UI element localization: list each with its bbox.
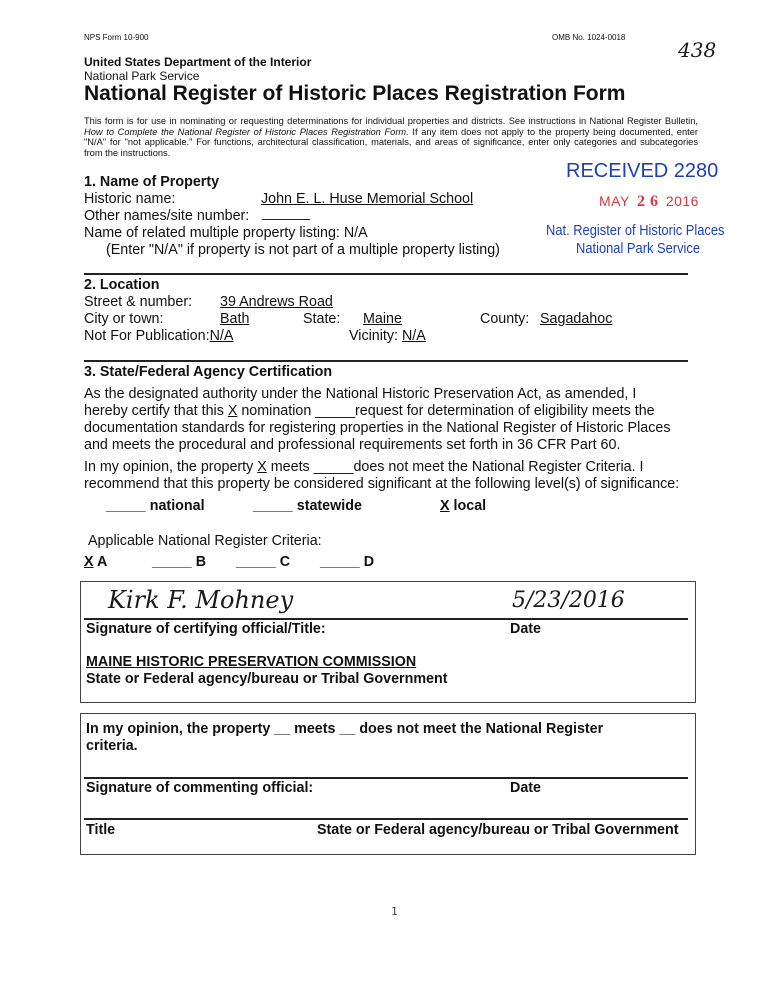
opinion-line-2: recommend that this property be considered significant at the following level(s) of significance: [84, 476, 680, 492]
level-local [440, 498, 486, 515]
certifying-agency-label: State or Federal agency/bureau or Tribal Government [86, 671, 448, 687]
comment-meets-blank: __ [274, 721, 291, 737]
date-label: Date [510, 621, 541, 637]
opinion-text: meets [266, 459, 314, 475]
criterion-c [236, 554, 290, 571]
level-label: national [149, 498, 205, 514]
comment-signature-label: Signature of commenting official: [86, 780, 314, 796]
state-value: Maine [363, 311, 402, 327]
criterion-b [152, 554, 206, 571]
criterion-label: A [97, 554, 108, 570]
criterion-label: C [279, 554, 291, 570]
handwritten-page-number: 438 [678, 38, 717, 62]
city-label: City or town: [84, 311, 164, 327]
instructions-paragraph [84, 116, 698, 158]
meets-mark: X [257, 459, 267, 475]
section-3-heading: 3. State/Federal Agency Certification [84, 364, 333, 380]
other-names-value: ______ [262, 205, 310, 221]
agency-name: National Park Service [84, 69, 200, 83]
instructions-text: This form is for use in nominating or requesting determinations for individual properties and districts. See instructions in National Register Bulletin, [84, 116, 698, 126]
instructions-text-2: If any item does not apply to the property being documented, enter "N/A" for "not applicable." For functions, architectural classification, materials, and areas of significance, enter only categories and subcategories from the instructions. [84, 126, 698, 158]
does-not-meet-blank: _____ [313, 459, 354, 475]
comment-opinion-text: In my opinion, the property [86, 721, 275, 737]
section-divider [84, 360, 688, 362]
form-number: NPS Form 10-900 [84, 33, 149, 42]
criterion-mark: _____ [152, 554, 192, 570]
other-names-label: Other names/site number: [84, 208, 250, 224]
stamp-nps-line: National Park Service [576, 240, 701, 257]
opinion-text: does not meet the National Register Criteria. I [353, 459, 644, 475]
county-value: Sagadahoc [540, 311, 613, 327]
vicinity-value: N/A [401, 328, 426, 344]
opinion-text: In my opinion, the property [84, 459, 258, 475]
criterion-mark: _____ [320, 554, 360, 570]
level-statewide [253, 498, 362, 515]
request-blank: _____ [315, 403, 356, 419]
level-label: statewide [296, 498, 362, 514]
received-stamp: RECEIVED 2280 [566, 160, 719, 182]
criterion-label: D [363, 554, 375, 570]
instructions-bulletin-title: How to Complete the National Register of Historic Places Registration Form. [84, 126, 409, 137]
comment-opinion-text: meets [290, 721, 340, 737]
cert-line-1: As the designated authority under the National Historic Preservation Act, as amended, I [84, 386, 637, 402]
nfp-value: N/A [209, 328, 234, 344]
multiple-listing-row [84, 225, 368, 242]
certification-date: 5/23/2016 [512, 588, 625, 613]
state-label: State: [303, 311, 341, 327]
nomination-mark: X [227, 403, 238, 419]
vicinity-label: Vicinity: [349, 328, 398, 344]
historic-name-value: John E. L. Huse Memorial School [261, 191, 474, 207]
page-title: National Register of Historic Places Registration Form [84, 82, 626, 105]
criterion-mark: _____ [236, 554, 276, 570]
multiple-listing-note: (Enter "N/A" if property is not part of a multiple property listing) [106, 242, 500, 258]
criterion-a [84, 554, 107, 571]
cert-text: nomination [237, 403, 316, 419]
comment-signature-line [84, 777, 688, 779]
department-name: United States Department of the Interior [84, 55, 312, 69]
multiple-listing-label: Name of related multiple property listing: [84, 225, 340, 241]
stamp-year: 2016 [665, 193, 699, 209]
level-national [106, 498, 205, 515]
street-label: Street & number: [84, 294, 193, 310]
level-label: local [453, 498, 487, 514]
stamp-day: 2 6 [636, 193, 659, 210]
nfp-label: Not For Publication: [84, 328, 210, 344]
multiple-listing-value: N/A [343, 225, 368, 241]
stamp-date [599, 193, 699, 211]
comment-opinion-line-2: criteria. [86, 738, 138, 754]
signature-line [84, 618, 688, 620]
cert-line-2 [84, 403, 655, 420]
city-value: Bath [220, 311, 250, 327]
stamp-month: MAY [599, 193, 630, 209]
historic-name-label: Historic name: [84, 191, 176, 207]
level-mark: _____ [106, 498, 146, 514]
opinion-line-1 [84, 459, 644, 476]
cert-line-3: documentation standards for registering properties in the National Register of Historic Places [84, 420, 671, 436]
level-mark: X [440, 498, 450, 514]
comment-opinion-text: does not meet the National Register [355, 721, 604, 737]
comment-title-label: Title [86, 822, 116, 838]
certifying-agency-name: MAINE HISTORIC PRESERVATION COMMISSION [86, 654, 417, 670]
section-2-heading: 2. Location [84, 277, 160, 293]
signature-label: Signature of certifying official/Title: [86, 621, 326, 637]
cert-text: request for determination of eligibility meets the [355, 403, 655, 419]
cert-line-4: and meets the procedural and professional requirements set forth in 36 CFR Part 60. [84, 437, 621, 453]
section-1-heading: 1. Name of Property [84, 174, 220, 190]
comment-agency-label: State or Federal agency/bureau or Tribal Government [317, 822, 679, 838]
page-number: 1 [391, 905, 398, 918]
certifying-signature: Kirk F. Mohney [108, 586, 294, 614]
street-value: 39 Andrews Road [220, 294, 333, 310]
section-divider [84, 273, 688, 275]
criterion-mark: X [84, 554, 94, 570]
comment-not-meet-blank: __ [339, 721, 356, 737]
stamp-register-line: Nat. Register of Historic Places [546, 222, 725, 239]
omb-number: OMB No. 1024-0018 [552, 33, 626, 42]
criterion-label: B [195, 554, 207, 570]
cert-text: hereby certify that this [84, 403, 228, 419]
comment-opinion-line-1 [86, 721, 603, 738]
comment-date-label: Date [510, 780, 541, 796]
criterion-d [320, 554, 374, 571]
criteria-label: Applicable National Register Criteria: [88, 533, 322, 549]
vicinity-row [349, 328, 426, 345]
not-for-publication-row [84, 328, 233, 345]
comment-title-line [84, 818, 688, 820]
county-label: County: [480, 311, 530, 327]
level-mark: _____ [253, 498, 293, 514]
